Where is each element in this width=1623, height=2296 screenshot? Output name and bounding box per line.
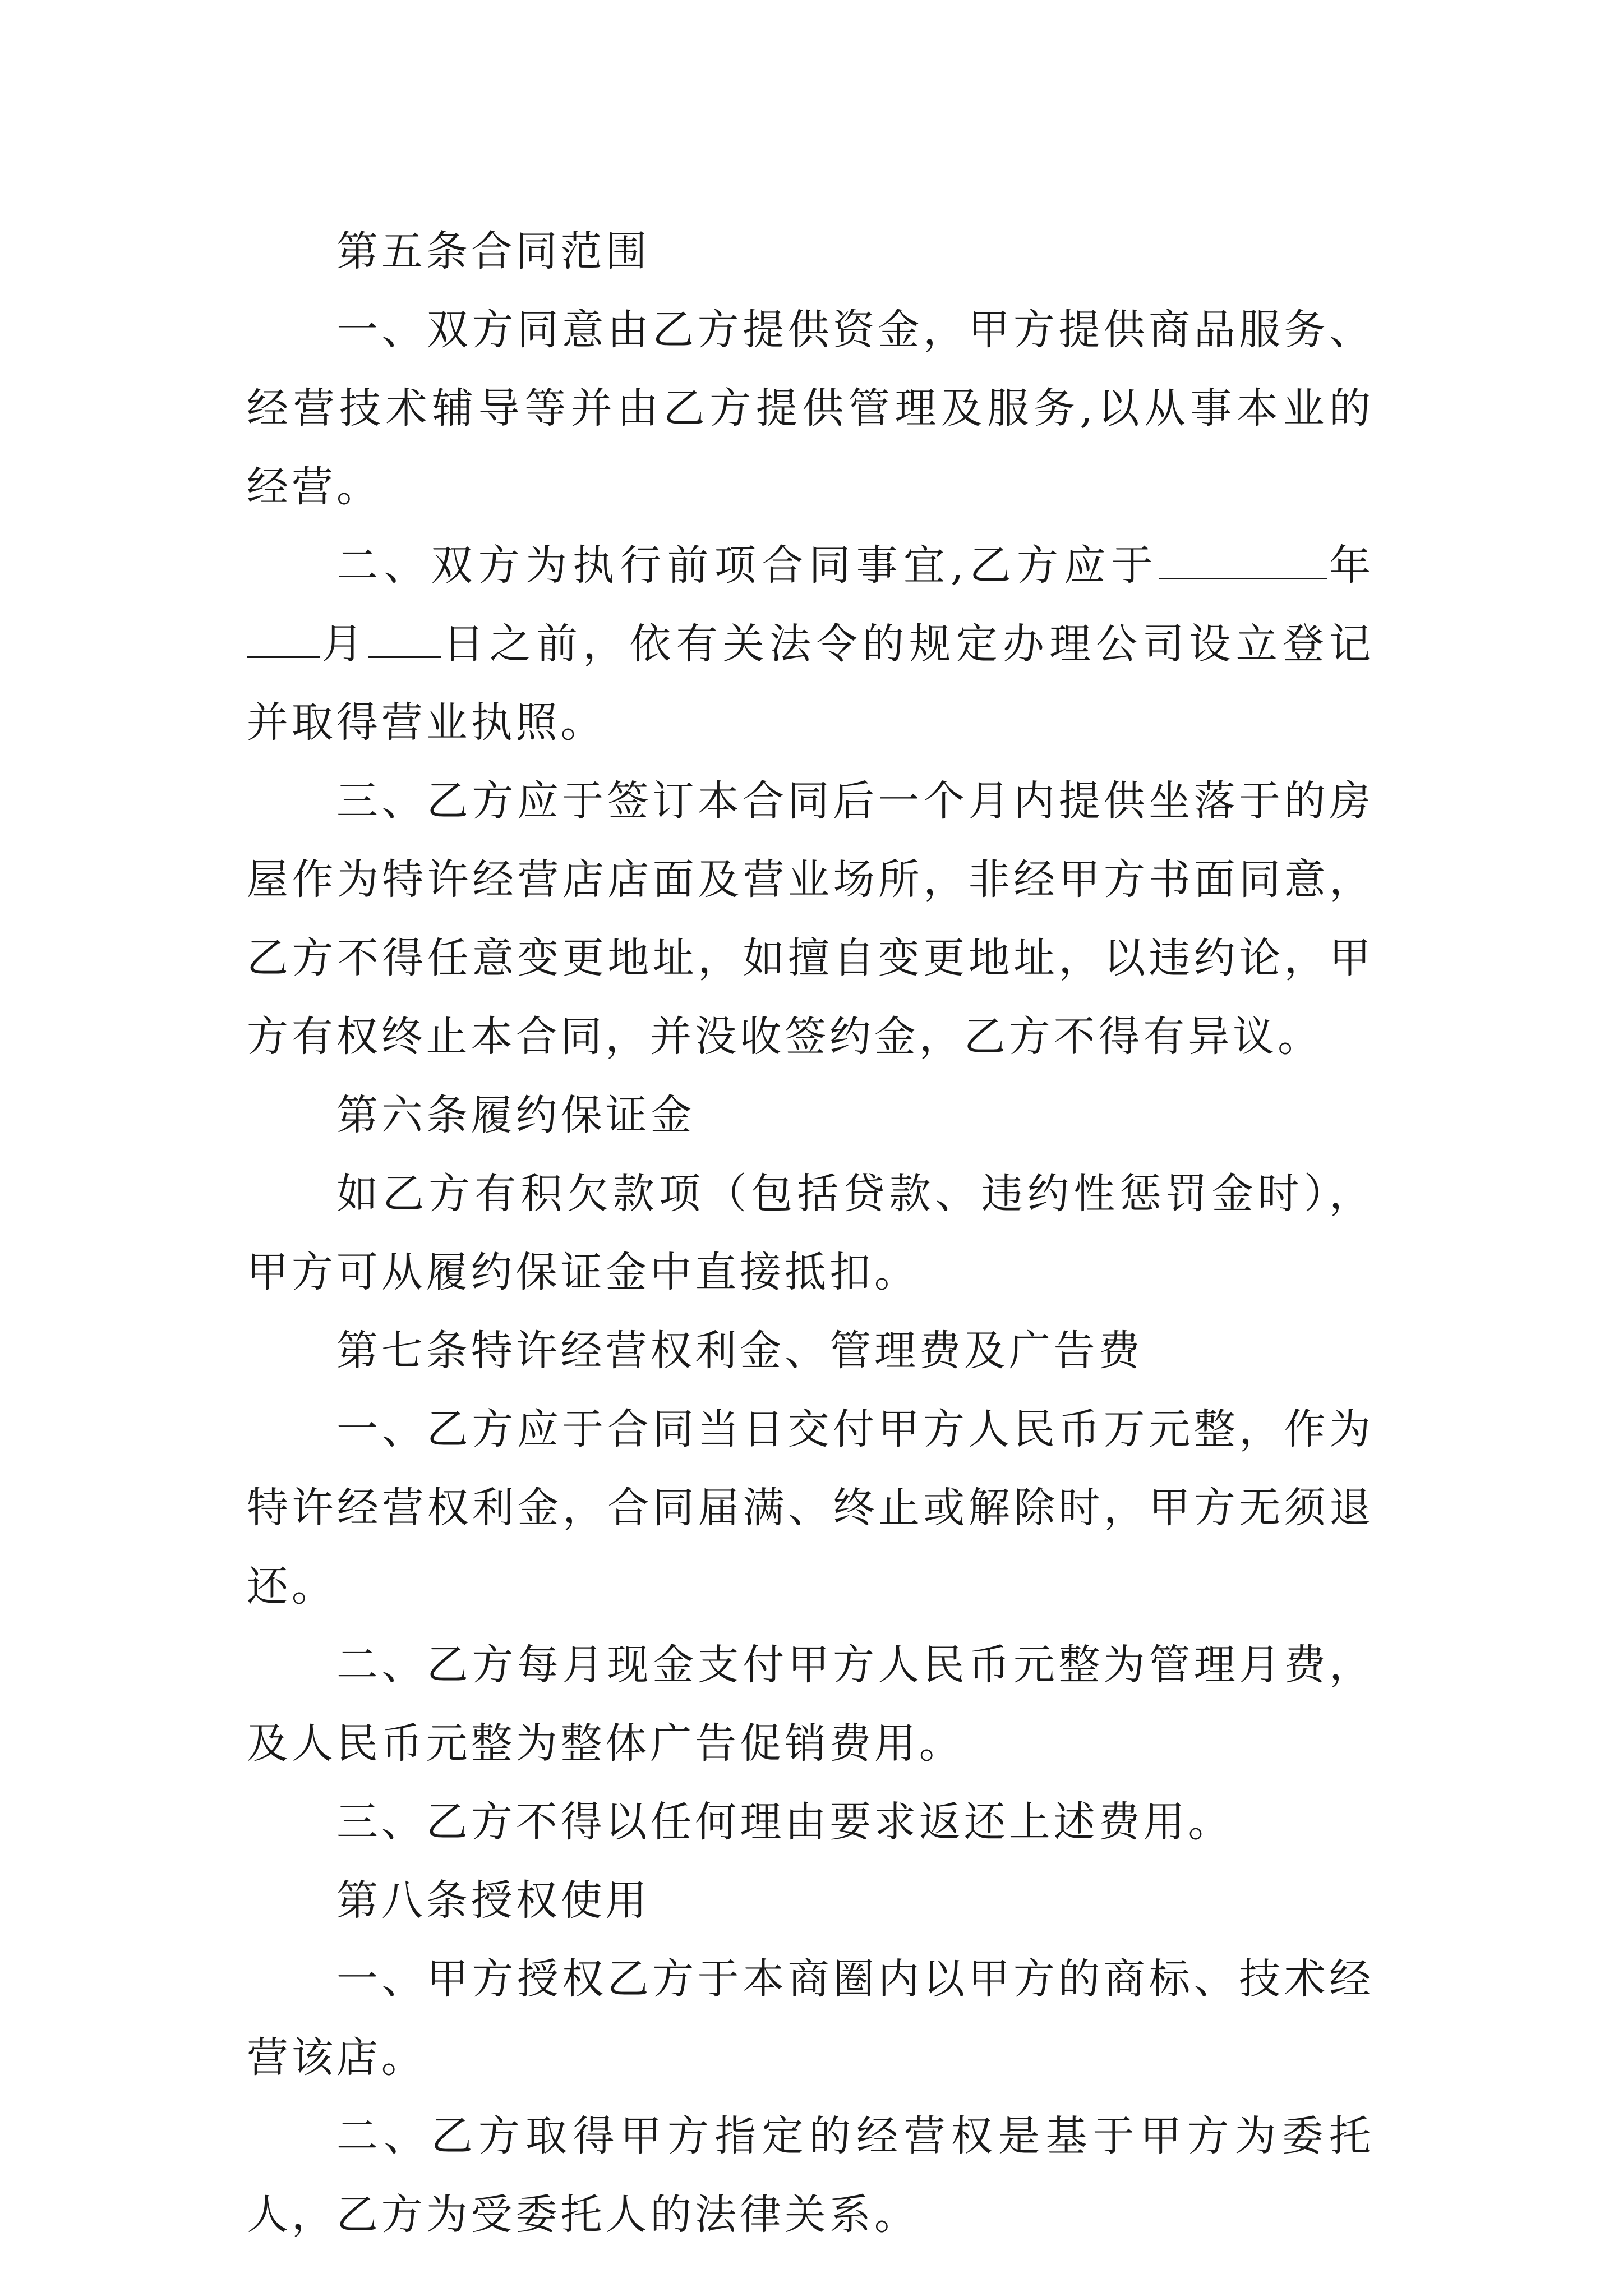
article-7-heading: 第七条特许经营权利金、管理费及广告费 [336,1327,1144,1375]
clause-2-text-d: 日之前，依有关法令的规定办理公司设立登记并取得营业执照。 [247,620,1374,747]
clause-2-text-c: 月 [320,620,368,668]
year-blank [1159,543,1327,579]
month-blank-pre [247,622,320,658]
article-8-clause-1: 一、甲方授权乙方于本商圈内以甲方的商标、技术经营该店。 [247,1955,1374,2082]
article-5-clause-2 [247,526,1374,762]
article-7-clause-3: 三、乙方不得以任何理由要求返还上述费用。 [336,1798,1233,1846]
document-body [247,212,1374,2254]
article-6-clause-1: 如乙方有积欠款项（包括贷款、违约性惩罚金时），甲方可从履约保证金中直接抵扣。 [247,1170,1374,1296]
article-8-clause-2: 二、乙方取得甲方指定的经营权是基于甲方为委托人，乙方为受委托人的法律关系。 [247,2112,1374,2239]
article-7-clause-2: 二、乙方每月现金支付甲方人民币元整为管理月费，及人民币元整为整体广告促销费用。 [247,1641,1374,1768]
article-7-clause-1: 一、乙方应于合同当日交付甲方人民币万元整，作为特许经营权利金，合同届满、终止或解除时，甲方无须退还。 [247,1405,1374,1611]
clause-2-text-b: 年 [1326,541,1374,590]
article-5-clause-3: 三、乙方应于签订本合同后一个月内提供坐落于的房屋作为特许经营店店面及营业场所，非经甲方书面同意，乙方不得任意变更地址，如擅自变更地址，以违约论，甲方有权终止本合同，并没收签约金，乙方不得有异议。 [247,777,1374,1061]
article-6-heading: 第六条履约保证金 [336,1091,695,1139]
day-blank [368,622,441,658]
clause-2-text-a: 二、双方为执行前项合同事宜,乙方应于 [336,541,1159,590]
article-5-heading: 第五条合同范围 [336,227,651,275]
article-8-heading: 第八条授权使用 [336,1876,651,1925]
article-5-clause-1: 一、双方同意由乙方提供资金，甲方提供商品服务、经营技术辅导等并由乙方提供管理及服务,以从事本业的经营。 [247,306,1374,511]
